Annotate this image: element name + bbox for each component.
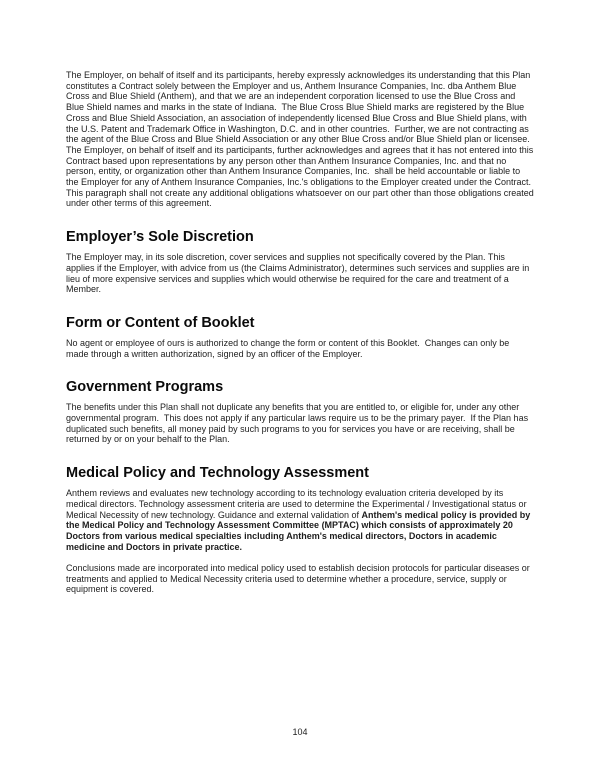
page-number: 104	[292, 727, 308, 737]
section-employers-sole-discretion	[66, 229, 534, 295]
section-paragraph: Conclusions made are incorporated into medical policy used to establish decision protocols for particular diseases or treatments and applied to Medical Necessity criteria used to determine whether a procedure, service, supply or equipment is covered.	[66, 563, 533, 595]
paragraph-regular-run: Anthem reviews and evaluates new technology according to its technology evaluation criteria developed by its medical directors. Technology assessment criteria are used to determine the Experimental / Investigational status or Medical Necessity of new technology. Guidance and external validation of	[66, 488, 530, 520]
document-content	[66, 70, 537, 606]
section-heading-form-or-content-of-booklet: Form or Content of Booklet	[66, 314, 255, 331]
section-form-or-content-of-booklet	[66, 315, 534, 359]
section-paragraph	[66, 488, 534, 552]
paragraph-bold-run: Anthem's medical policy is provided by the Medical Policy and Technology Assessment Committee (MPTAC) which consists of approximately 20 Doctors from various medical specialties including Anthem's medical directors, Doctors in academic medicine and Doctors in private practice.	[66, 509, 533, 552]
page-footer	[0, 727, 600, 738]
section-heading-employers-sole-discretion: Employer’s Sole Discretion	[66, 229, 254, 246]
section-paragraph: No agent or employee of ours is authorized to change the form or content of this Booklet. Changes can only be made through a written authorization, signed by an officer of the Employer.	[66, 337, 512, 359]
intro-paragraph: The Employer, on behalf of itself and its participants, hereby expressly acknowledges its understanding that this Plan constitutes a Contract solely between the Employer and us, Anthem Insurance Companies, Inc. dba Anthem Blue Cross and Blue Shield (Anthem), and that we are an independent corporation licensed to use the Blue Cross and Blue Shield names and marks in the state of Indiana. The Blue Cross Blue Shield marks are registered by the Blue Cross and Blue Shield Association, an association of independently licensed Blue Cross and Blue Shield plans, with the U.S. Patent and Trademark Office in Washington, D.C. and in other countries. Further, we are not contracting as the agent of the Blue Cross and Blue Shield Association or any other Blue Cross and/or Blue Shield plan or licensee. The Employer, on behalf of itself and its participants, further acknowledges and agrees that it has not entered into this Contract based upon representations by any person other than Anthem Insurance Companies, Inc. and that no person, entity, or organization other than Anthem Insurance Companies, Inc. shall be held accountable or liable to the Employer for any of Anthem Insurance Companies, Inc.'s obligations to the Employer created under the Contract. This paragraph shall not create any additional obligations whatsoever on our part other than those obligations created under other terms of this agreement.	[66, 70, 537, 209]
section-government-programs	[66, 379, 534, 445]
section-heading-medical-policy-and-technology-assessment: Medical Policy and Technology Assessment	[66, 465, 369, 482]
section-medical-policy-and-technology-assessment	[66, 465, 534, 595]
section-heading-government-programs: Government Programs	[66, 379, 224, 396]
section-paragraph: The Employer may, in its sole discretion, cover services and supplies not specifically covered by the Plan. This applies if the Employer, with advice from us (the Claims Administrator), determines such services and supplies are in lieu of more expensive services and supplies which would otherwise be required for the care and treatment of a Member.	[66, 252, 532, 295]
section-paragraph: The benefits under this Plan shall not duplicate any benefits that you are entitled to, or eligible for, under any other governmental program. This does not apply if any particular laws require us to be the primary payer. If the Plan has duplicated such benefits, all money paid by such programs to you for services you have or are receiving, shall be returned by or on your behalf to the Plan.	[66, 402, 531, 445]
